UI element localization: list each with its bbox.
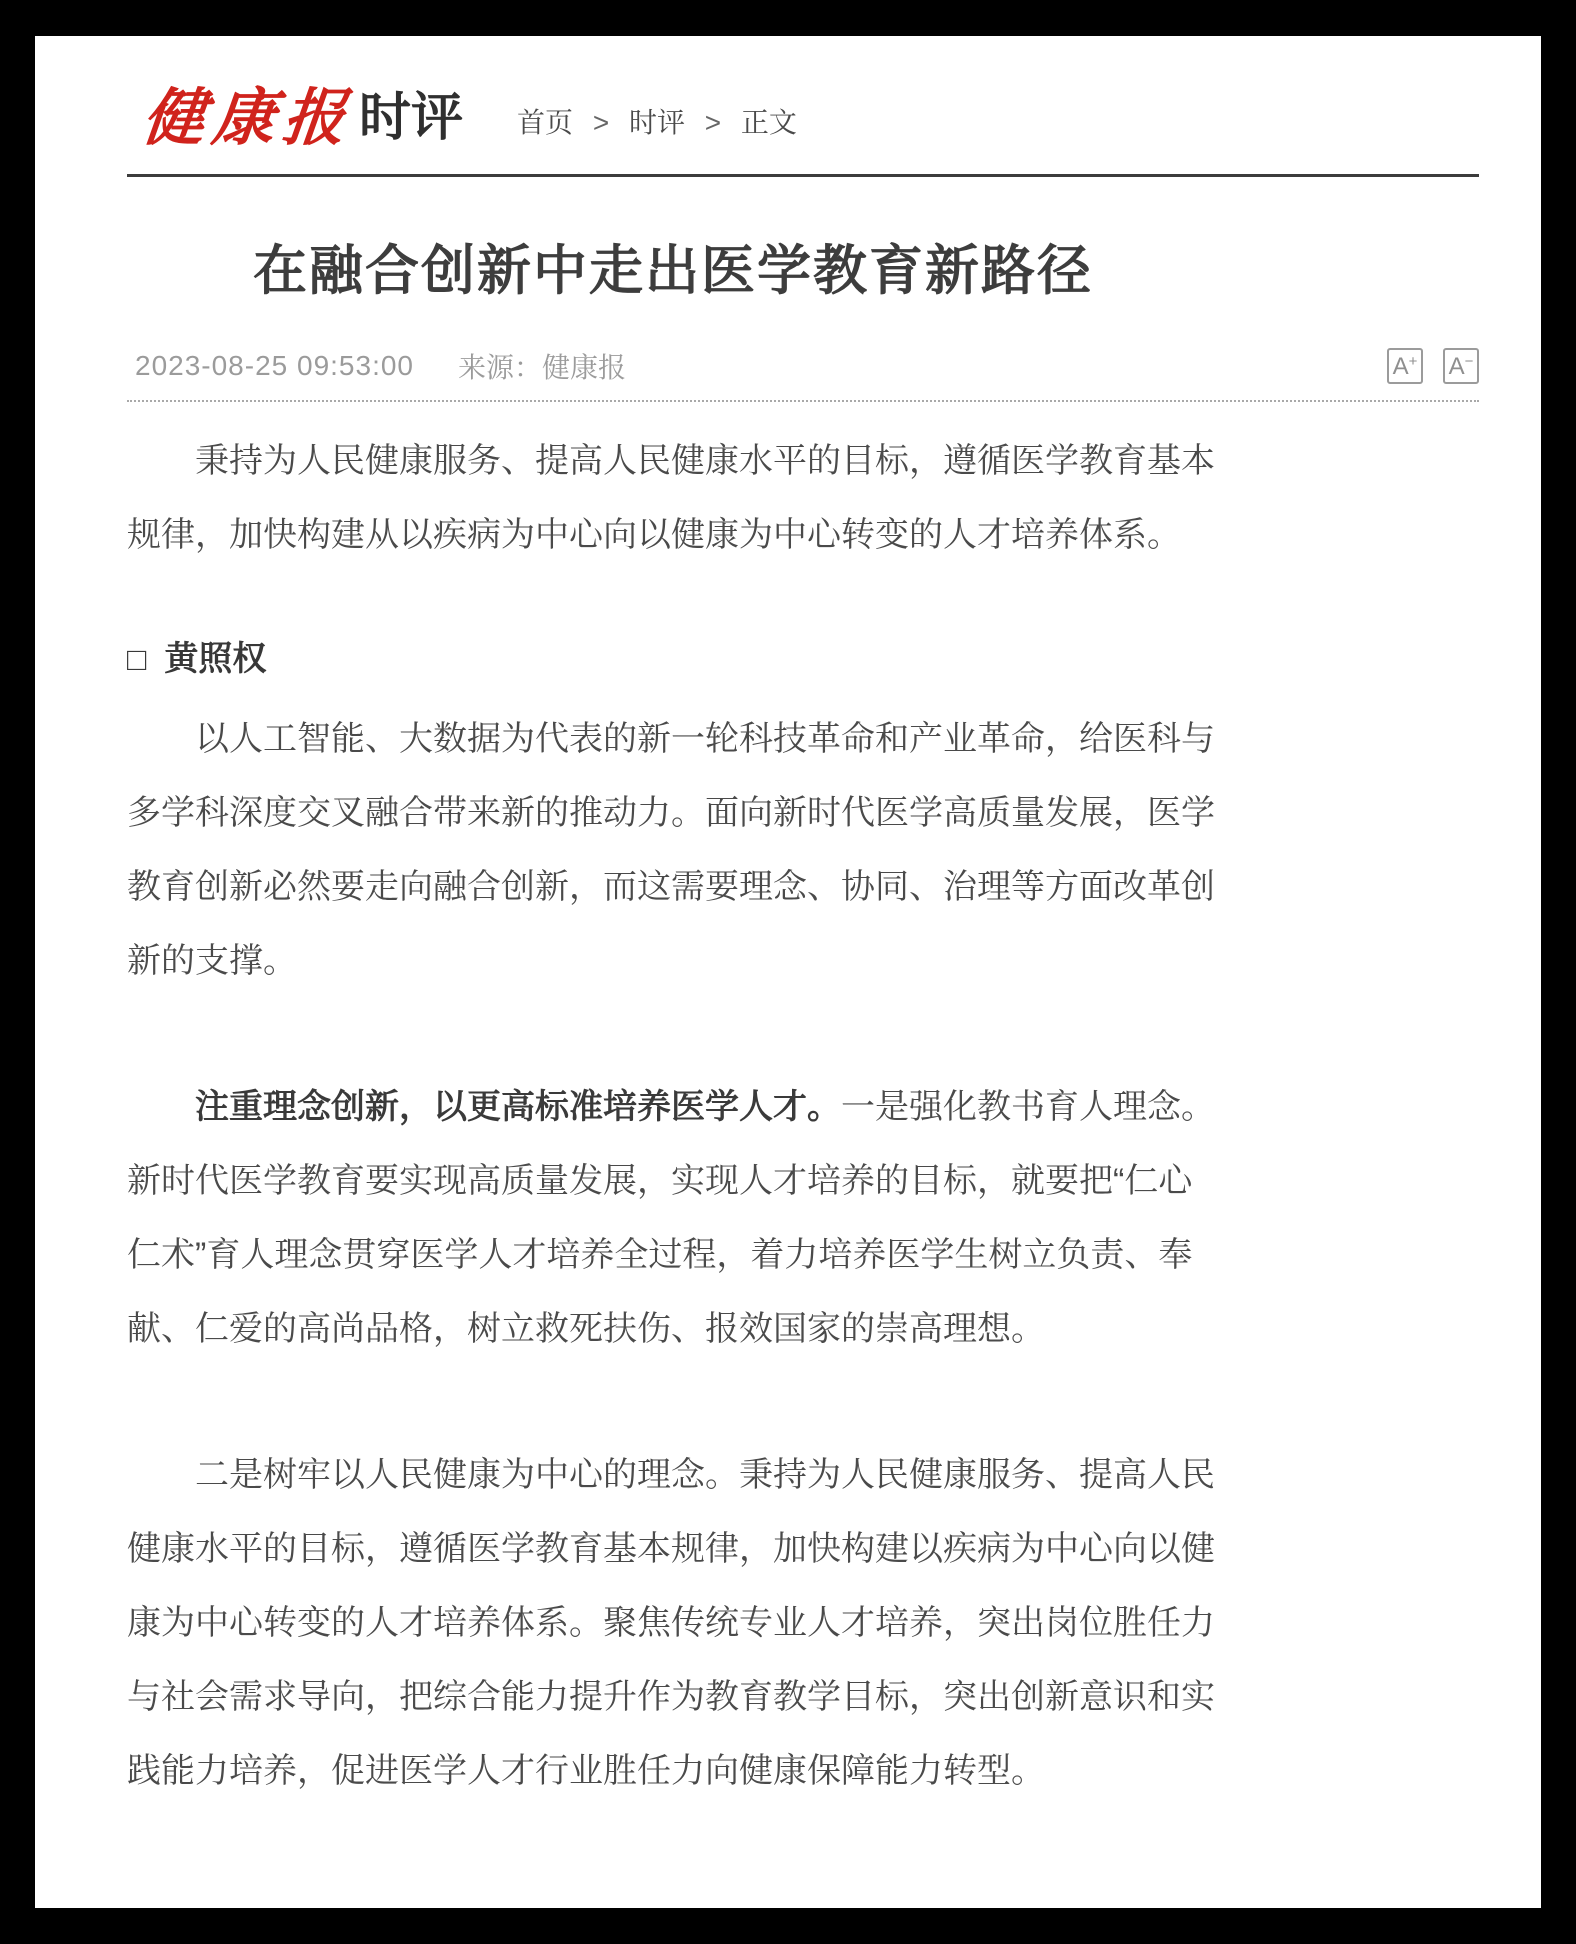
author-name: 黄照权 bbox=[164, 640, 267, 679]
paragraph bbox=[127, 1438, 1219, 1808]
page-title: 在融合创新中走出医学教育新路径 bbox=[253, 241, 1093, 302]
font-decrease-button[interactable] bbox=[1443, 348, 1479, 384]
site-header bbox=[127, 74, 1479, 177]
jiankangbao-logo[interactable]: 健康报 bbox=[139, 81, 357, 154]
page bbox=[35, 36, 1541, 1908]
paragraph-text: 以人工智能、大数据为代表的新一轮科技革命和产业革命，给医科与多学科深度交叉融合带来新的推动力。面向新时代医学高质量发展，医学教育创新必然要走向融合创新，而这需要理念、协同、治理等方面改革创新的支撑。 bbox=[127, 720, 1215, 981]
paragraph-text: 二是树牢以人民健康为中心的理念。秉持为人民健康服务、提高人民健康水平的目标，遵循医学教育基本规律，加快构建以疾病为中心向以健康为中心转变的人才培养体系。聚焦传统专业人才培养，突出岗位胜任力与社会需求导向，把综合能力提升作为教育教学目标，突出创新意识和实践能力培养，促进医学人才行业胜任力向健康保障能力转型。 bbox=[127, 1456, 1215, 1791]
paragraph bbox=[127, 1070, 1219, 1366]
square-marker-icon: □ bbox=[127, 641, 147, 678]
section-title: 时评 bbox=[359, 88, 464, 147]
plus-icon: + bbox=[1408, 353, 1418, 371]
article-body bbox=[127, 424, 1219, 1808]
breadcrumb bbox=[517, 95, 797, 141]
breadcrumb-separator: > bbox=[704, 107, 722, 139]
breadcrumb-separator: > bbox=[592, 107, 610, 139]
paragraph bbox=[127, 702, 1219, 998]
publish-datetime: 2023-08-25 09:53:00 bbox=[135, 350, 414, 382]
dotted-divider bbox=[127, 400, 1479, 402]
font-increase-letter: A bbox=[1392, 353, 1409, 381]
paragraph-bold-lead: 注重理念创新，以更高标准培养医学人才。 bbox=[195, 1088, 841, 1127]
source-label: 来源：健康报 bbox=[458, 352, 627, 384]
article-meta-row bbox=[127, 346, 1479, 386]
font-size-controls bbox=[1387, 348, 1479, 384]
lead-paragraph: 秉持为人民健康服务、提高人民健康水平的目标，遵循医学教育基本规律，加快构建从以疾病为中心向以健康为中心转变的人才培养体系。 bbox=[127, 442, 1215, 555]
breadcrumb-section[interactable]: 时评 bbox=[628, 107, 685, 139]
breadcrumb-current: 正文 bbox=[740, 107, 797, 139]
font-decrease-letter: A bbox=[1448, 353, 1465, 381]
paragraph-text: 一是强化教书育人理念。新时代医学教育要实现高质量发展，实现人才培养的目标，就要把“仁心仁术”育人理念贯穿医学人才培养全过程，着力培养医学生树立负责、奉献、仁爱的高尚品格，树立救死扶伤、报效国家的崇高理想。 bbox=[127, 1088, 1215, 1349]
breadcrumb-home[interactable]: 首页 bbox=[517, 107, 574, 139]
minus-icon: − bbox=[1464, 353, 1474, 371]
author-line bbox=[127, 622, 1219, 696]
font-increase-button[interactable] bbox=[1387, 348, 1423, 384]
